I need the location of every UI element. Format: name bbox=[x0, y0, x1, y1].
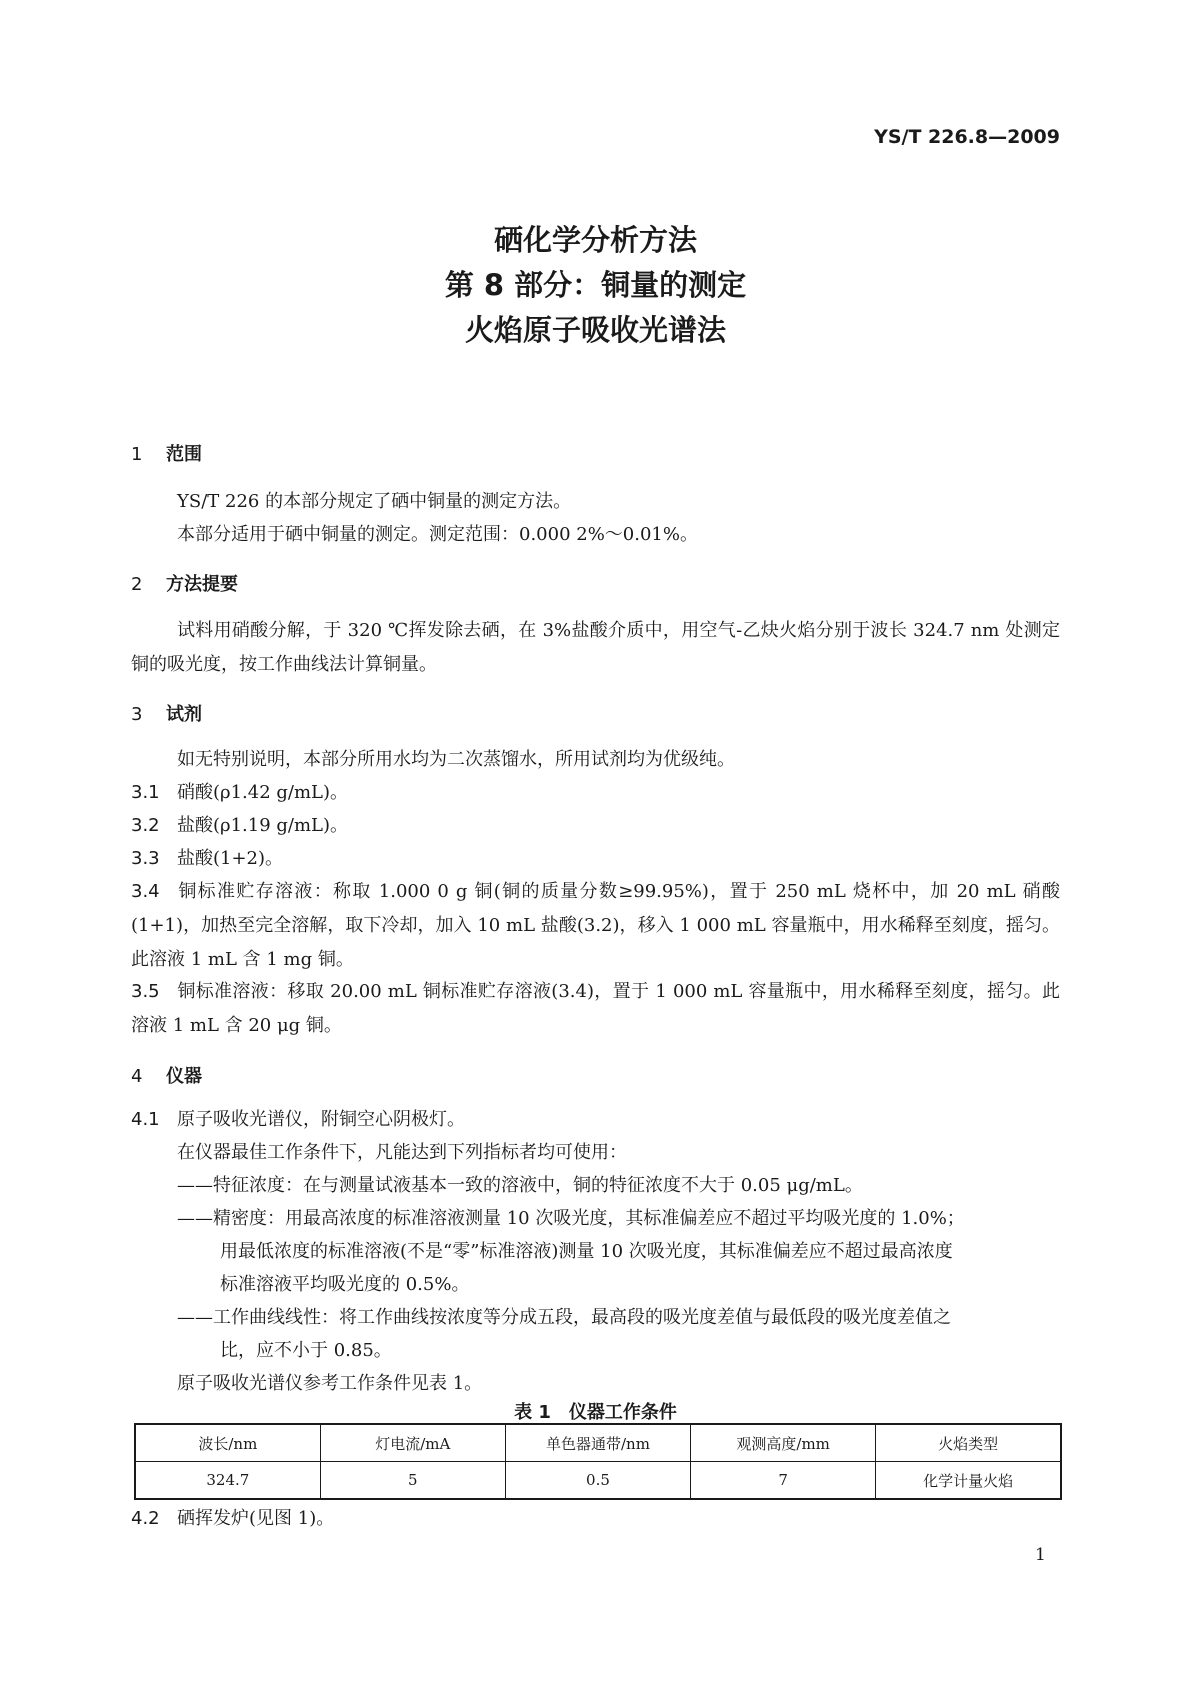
table-caption: 表 1 仪器工作条件 bbox=[514, 1402, 677, 1423]
criterion-item bbox=[177, 1301, 951, 1335]
item-text: 铜标准贮存溶液：称取 1.000 0 g 铜(铜的质量分数≥99.95%)，置于 250 mL 烧杯中，加 20 mL 硝酸(1+1)，加热至完全溶解，取下冷却，加入 10 mL 盐酸(3.2)，移入 1 000 mL 容量瓶中，用水稀释至刻度，摇匀。此溶液 1 mL 含 1 mg 铜。 bbox=[131, 881, 1060, 970]
document-method-title: 火焰原子吸收光谱法 bbox=[464, 313, 726, 347]
table-cell: 7 bbox=[691, 1462, 876, 1500]
reagent-item bbox=[131, 975, 1060, 1043]
section-heading-reagents bbox=[131, 700, 202, 726]
item-number: 4.2 bbox=[131, 1508, 160, 1529]
document-subtitle: 第 8 部分：铜量的测定 bbox=[444, 268, 747, 302]
table-header-row bbox=[135, 1424, 1061, 1462]
table-row bbox=[135, 1462, 1061, 1500]
paragraph: 在仪器最佳工作条件下，凡能达到下列指标者均可使用： bbox=[177, 1142, 627, 1163]
item-text: 铜标准溶液：移取 20.00 mL 铜标准贮存溶液(3.4)，置于 1 000 mL 容量瓶中，用水稀释至刻度，摇匀。此溶液 1 mL 含 20 μg 铜。 bbox=[131, 981, 1060, 1036]
dash-mark: —— bbox=[177, 1208, 213, 1229]
item-text: 盐酸(1+2)。 bbox=[177, 848, 284, 869]
table-header-cell: 火焰类型 bbox=[876, 1424, 1061, 1462]
item-text: 硒挥发炉(见图 1)。 bbox=[177, 1508, 335, 1529]
criterion-continuation: 比，应不小于 0.85。 bbox=[220, 1340, 392, 1361]
criterion-text: 特征浓度：在与测量试液基本一致的溶液中，铜的特征浓度不大于 0.05 μg/mL。 bbox=[213, 1175, 863, 1196]
criterion-continuation: 标准溶液平均吸光度的 0.5%。 bbox=[220, 1274, 470, 1295]
paragraph: YS/T 226 的本部分规定了硒中铜量的测定方法。 bbox=[177, 491, 572, 512]
reagent-item bbox=[131, 809, 348, 843]
document-title: 硒化学分析方法 bbox=[493, 223, 697, 257]
table-header-cell: 单色器通带/nm bbox=[505, 1424, 690, 1462]
section-heading-principle bbox=[131, 570, 238, 596]
page-number: 1 bbox=[1035, 1545, 1046, 1565]
section-title: 方法提要 bbox=[166, 574, 238, 595]
table-cell: 5 bbox=[320, 1462, 505, 1500]
reagent-item bbox=[131, 842, 283, 876]
apparatus-item bbox=[131, 1103, 465, 1137]
paragraph: 试料用硝酸分解，于 320 ℃挥发除去硒，在 3%盐酸介质中，用空气-乙炔火焰分别于波长 324.7 nm 处测定铜的吸光度，按工作曲线法计算铜量。 bbox=[131, 620, 1060, 675]
dash-mark: —— bbox=[177, 1307, 213, 1328]
item-text: 原子吸收光谱仪，附铜空心阴极灯。 bbox=[177, 1109, 465, 1130]
table-cell: 324.7 bbox=[135, 1462, 320, 1500]
section-title: 范围 bbox=[166, 444, 202, 465]
item-text: 盐酸(ρ1.19 g/mL)。 bbox=[177, 815, 349, 836]
criterion-continuation: 用最低浓度的标准溶液(不是“零”标准溶液)测量 10 次吸光度，其标准偏差应不超过最高浓度 bbox=[220, 1241, 953, 1262]
criterion-text: 精密度：用最高浓度的标准溶液测量 10 次吸光度，其标准偏差应不超过平均吸光度的 1.0%； bbox=[213, 1208, 965, 1229]
table-cell: 0.5 bbox=[505, 1462, 690, 1500]
apparatus-item bbox=[131, 1502, 334, 1536]
item-number: 4.1 bbox=[131, 1109, 160, 1130]
section-title: 仪器 bbox=[166, 1066, 202, 1087]
reagent-item bbox=[131, 875, 1060, 977]
criterion-item bbox=[177, 1202, 965, 1236]
item-number: 3.5 bbox=[131, 981, 160, 1002]
item-number: 3.2 bbox=[131, 815, 160, 836]
section-number: 2 bbox=[131, 574, 143, 595]
paragraph: 原子吸收光谱仪参考工作条件见表 1。 bbox=[177, 1373, 483, 1394]
item-number: 3.1 bbox=[131, 782, 160, 803]
reagent-item bbox=[131, 776, 348, 810]
section-number: 3 bbox=[131, 704, 143, 725]
table-cell: 化学计量火焰 bbox=[876, 1462, 1061, 1500]
item-text: 硝酸(ρ1.42 g/mL)。 bbox=[177, 782, 349, 803]
instrument-conditions-table bbox=[134, 1423, 1062, 1500]
item-number: 3.3 bbox=[131, 848, 160, 869]
criterion-text: 工作曲线线性：将工作曲线按浓度等分成五段，最高段的吸光度差值与最低段的吸光度差值之 bbox=[213, 1307, 951, 1328]
section-title: 试剂 bbox=[166, 704, 202, 725]
section-number: 4 bbox=[131, 1066, 143, 1087]
section-heading-scope bbox=[131, 440, 202, 466]
standard-code: YS/T 226.8—2009 bbox=[874, 126, 1060, 148]
table-header-cell: 灯电流/mA bbox=[320, 1424, 505, 1462]
item-number: 3.4 bbox=[131, 881, 160, 902]
table-header-cell: 波长/nm bbox=[135, 1424, 320, 1462]
section-heading-apparatus bbox=[131, 1062, 202, 1088]
dash-mark: —— bbox=[177, 1175, 213, 1196]
table-header-cell: 观测高度/mm bbox=[691, 1424, 876, 1462]
criterion-item bbox=[177, 1169, 863, 1203]
section-number: 1 bbox=[131, 444, 143, 465]
paragraph: 如无特别说明，本部分所用水均为二次蒸馏水，所用试剂均为优级纯。 bbox=[177, 749, 735, 770]
paragraph: 本部分适用于硒中铜量的测定。测定范围：0.000 2%～0.01%。 bbox=[177, 524, 698, 545]
